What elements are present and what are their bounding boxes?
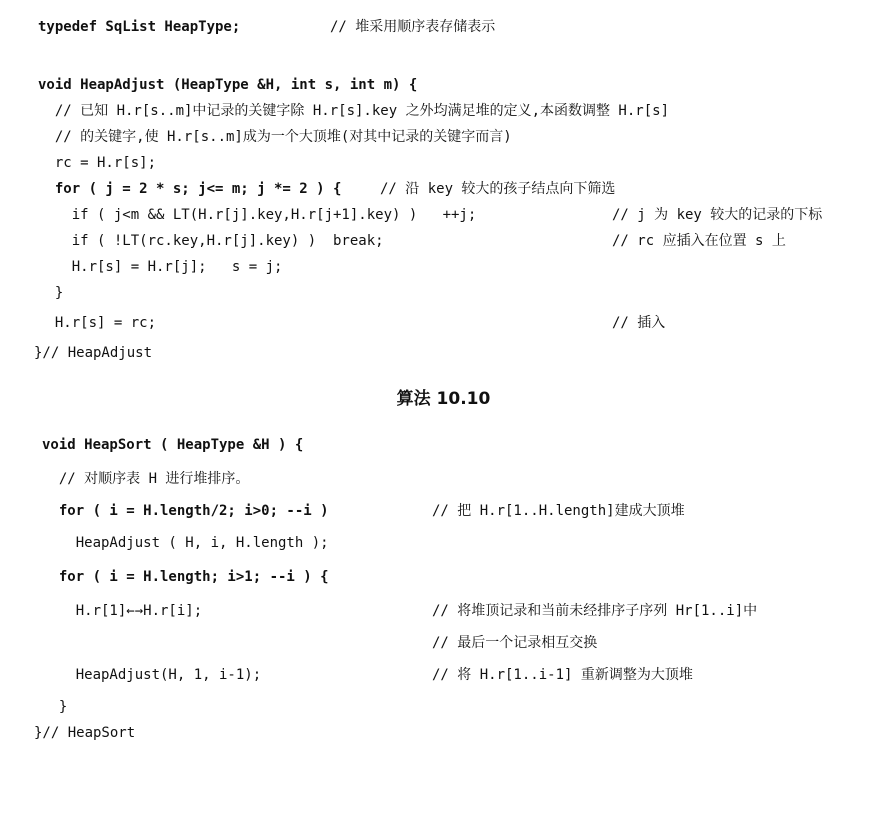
code-text: }: [42, 699, 68, 715]
code-text: typedef SqList HeapType;: [38, 19, 241, 35]
code-text: HeapAdjust(H, 1, i-1);: [42, 667, 262, 683]
code-text: }// HeapAdjust: [34, 345, 153, 361]
code-line: [0, 10, 496, 44]
code-text: H.r[s] = H.r[j]; s = j;: [38, 259, 283, 275]
code-text: void HeapSort ( HeapType &H ) {: [42, 437, 304, 453]
code-line: [0, 716, 136, 750]
code-comment: // 将堆顶记录和当前未经排序子序列 Hr[1..i]中: [432, 603, 758, 619]
code-text: }// HeapSort: [34, 725, 136, 741]
code-line: [0, 526, 329, 560]
code-text: rc = H.r[s];: [38, 155, 157, 171]
code-text: H.r[1]←→H.r[i];: [42, 603, 203, 619]
code-text: // 已知 H.r[s..m]中记录的关键字除 H.r[s].key 之外均满足堆的定义,本函数调整 H.r[s]: [38, 103, 670, 119]
algorithm-title: 算法 10.10: [396, 389, 491, 409]
code-text: void HeapAdjust (HeapType &H, int s, int m) {: [38, 77, 418, 93]
code-text: // 对顺序表 H 进行堆排序。: [42, 471, 250, 487]
code-line: [0, 462, 250, 496]
code-text: for ( j = 2 * s; j<= m; j *= 2 ) {: [38, 181, 342, 197]
code-line: [0, 594, 758, 628]
code-text: // 的关键字,使 H.r[s..m]成为一个大顶堆(对其中记录的关键字而言): [38, 129, 512, 145]
code-line: [0, 336, 153, 370]
code-comment: // 插入: [612, 315, 666, 331]
code-text: }: [38, 285, 64, 301]
code-comment: // 最后一个记录相互交换: [432, 635, 598, 651]
code-comment: // 把 H.r[1..H.length]建成大顶堆: [432, 503, 685, 519]
code-line: [0, 428, 304, 462]
code-line: [0, 276, 64, 310]
code-text: if ( !LT(rc.key,H.r[j].key) ) break;: [38, 233, 384, 249]
code-comment: // 堆采用顺序表存储表示: [330, 19, 496, 35]
code-comment: // 将 H.r[1..i-1] 重新调整为大顶堆: [432, 667, 693, 683]
code-text: H.r[s] = rc;: [38, 315, 157, 331]
code-comment: // j 为 key 较大的记录的下标: [612, 207, 823, 223]
code-comment: // rc 应插入在位置 s 上: [612, 233, 786, 249]
code-text: for ( i = H.length/2; i>0; --i ): [42, 503, 329, 519]
code-line: [0, 658, 693, 692]
code-text: if ( j<m && LT(H.r[j].key,H.r[j+1].key) ) ++j;: [38, 207, 477, 223]
code-line: [0, 306, 666, 340]
code-line: [0, 626, 598, 660]
code-text: HeapAdjust ( H, i, H.length );: [42, 535, 329, 551]
code-comment: // 沿 key 较大的孩子结点向下筛选: [380, 181, 616, 197]
code-text: for ( i = H.length; i>1; --i ) {: [42, 569, 329, 585]
code-line: [0, 560, 329, 594]
code-line: [0, 494, 685, 528]
